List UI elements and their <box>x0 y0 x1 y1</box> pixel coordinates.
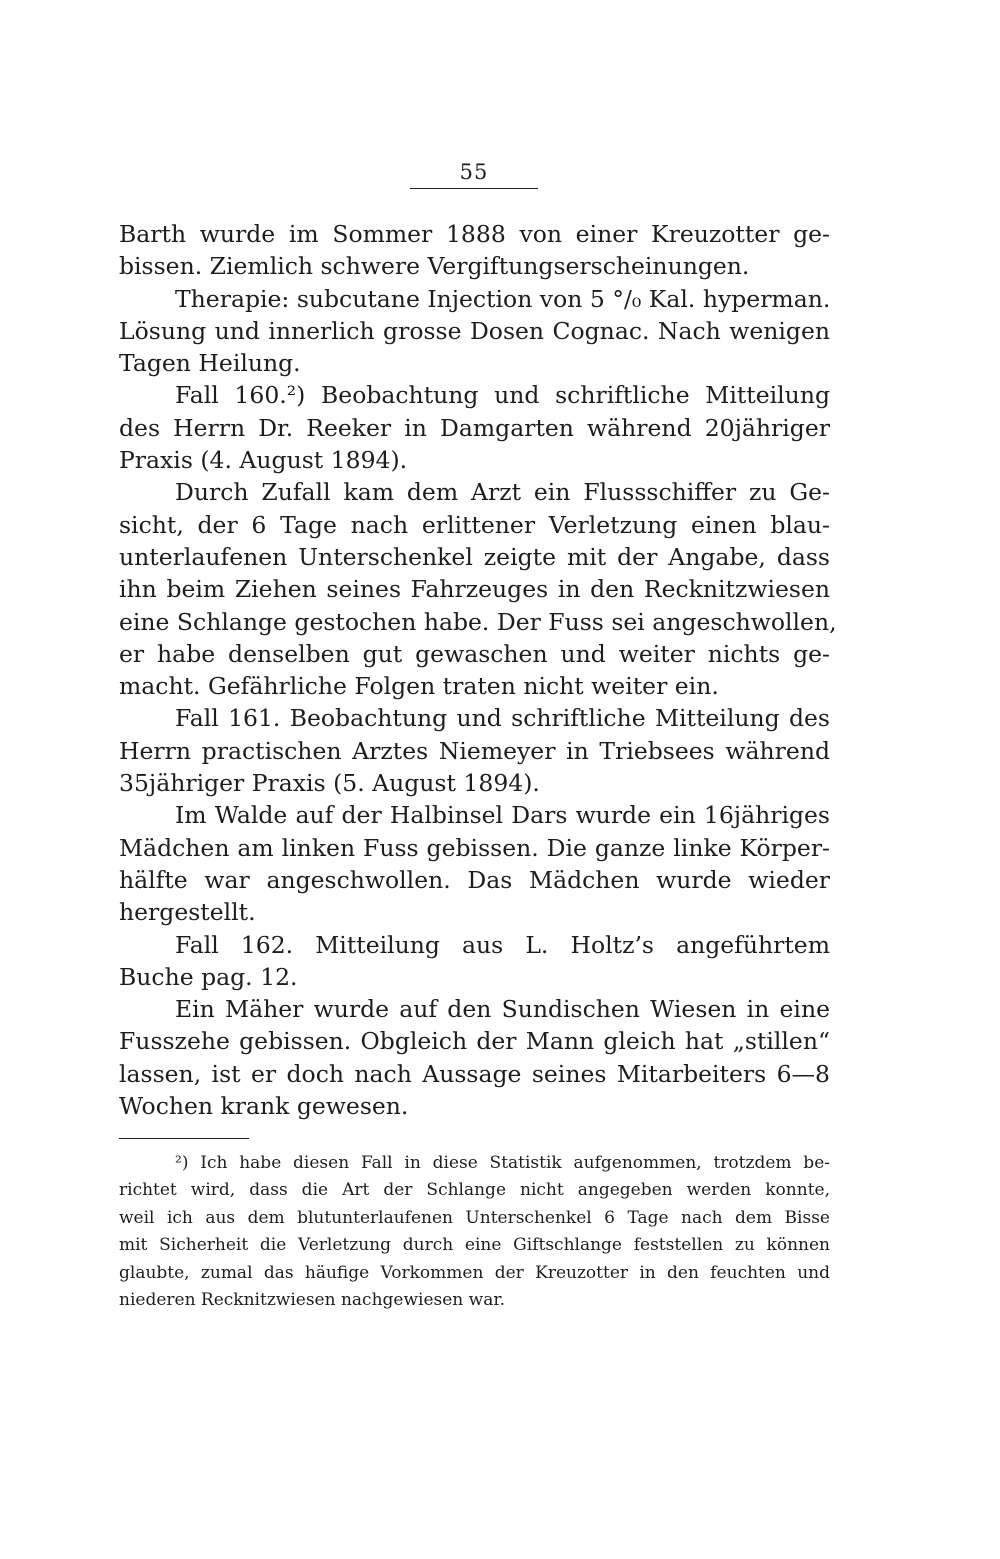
text-line: Ein Mäher wurde auf den Sundischen Wiesen in eine <box>175 995 830 1024</box>
text-line: lassen, ist er doch nach Aussage seines Mitarbeiters 6—8 <box>119 1059 830 1088</box>
text-line: Im Walde auf der Halbinsel Dars wurde ein 16jähriges <box>175 801 830 830</box>
text-line: er habe denselben gut gewaschen und weiter nichts ge- <box>119 639 830 668</box>
body-text <box>119 218 837 1122</box>
text-line: Wochen krank gewesen. <box>119 1092 409 1121</box>
text-line: bissen. Ziemlich schwere Vergiftungserscheinungen. <box>119 252 750 281</box>
text-line: Fall 160.²) Beobachtung und schriftliche Mitteilung <box>175 381 830 410</box>
text-line: Herrn practischen Arztes Niemeyer in Triebsees während <box>119 736 830 765</box>
footnote <box>119 1150 830 1314</box>
footnote-rule <box>119 1138 249 1139</box>
text-line: des Herrn Dr. Reeker in Damgarten während 20jähriger <box>119 413 830 442</box>
text-line: unterlaufenen Unterschenkel zeigte mit der Angabe, dass <box>119 542 830 571</box>
footnote-line: niederen Recknitzwiesen nachgewiesen war. <box>119 1289 506 1310</box>
text-line: sicht, der 6 Tage nach erlittener Verletzung einen blau- <box>119 510 830 539</box>
footnote-line: glaubte, zumal das häufige Vorkommen der Kreuzotter in den feuchten und <box>119 1262 830 1283</box>
text-line: Mädchen am linken Fuss gebissen. Die ganze linke Körper- <box>119 833 830 862</box>
text-line: Lösung und innerlich grosse Dosen Cognac. Nach wenigen <box>119 316 830 345</box>
text-line: Tagen Heilung. <box>119 349 301 378</box>
text-line: Durch Zufall kam dem Arzt ein Flussschiffer zu Ge- <box>175 478 830 507</box>
text-line: ihn beim Ziehen seines Fahrzeuges in den Recknitzwiesen <box>119 575 830 604</box>
text-line: Barth wurde im Sommer 1888 von einer Kreuzotter ge- <box>119 220 830 248</box>
text-line: 35jähriger Praxis (5. August 1894). <box>119 769 540 798</box>
text-line: macht. Gefährliche Folgen traten nicht weiter ein. <box>119 672 719 701</box>
text-line: Therapie: subcutane Injection von 5 °/₀ Kal. hyperman. <box>175 284 831 313</box>
page-number: 55 <box>459 160 489 184</box>
text-line: Buche pag. 12. <box>119 962 298 991</box>
footnote-line: weil ich aus dem blutunterlaufenen Unterschenkel 6 Tage nach dem Bisse <box>119 1207 830 1228</box>
text-line: hergestellt. <box>119 898 256 927</box>
text-line: Fall 162. Mitteilung aus L. Holtz’s angeführtem <box>175 930 830 959</box>
page-number-rule <box>410 188 538 189</box>
text-line: Fusszehe gebissen. Obgleich der Mann gleich hat „stillen“ <box>119 1027 830 1056</box>
footnote-line: richtet wird, dass die Art der Schlange nicht angegeben werden konnte, <box>119 1180 830 1201</box>
text-line: Fall 161. Beobachtung und schriftliche Mitteilung des <box>175 704 830 733</box>
footnote-line: ²) Ich habe diesen Fall in diese Statistik aufgenommen, trotzdem be- <box>175 1153 830 1173</box>
text-line: eine Schlange gestochen habe. Der Fuss sei angeschwollen, <box>119 607 837 636</box>
footnote-line: mit Sicherheit die Verletzung durch eine Giftschlange feststellen zu können <box>119 1235 830 1256</box>
text-line: hälfte war angeschwollen. Das Mädchen wurde wieder <box>119 865 830 894</box>
text-line: Praxis (4. August 1894). <box>119 446 408 475</box>
